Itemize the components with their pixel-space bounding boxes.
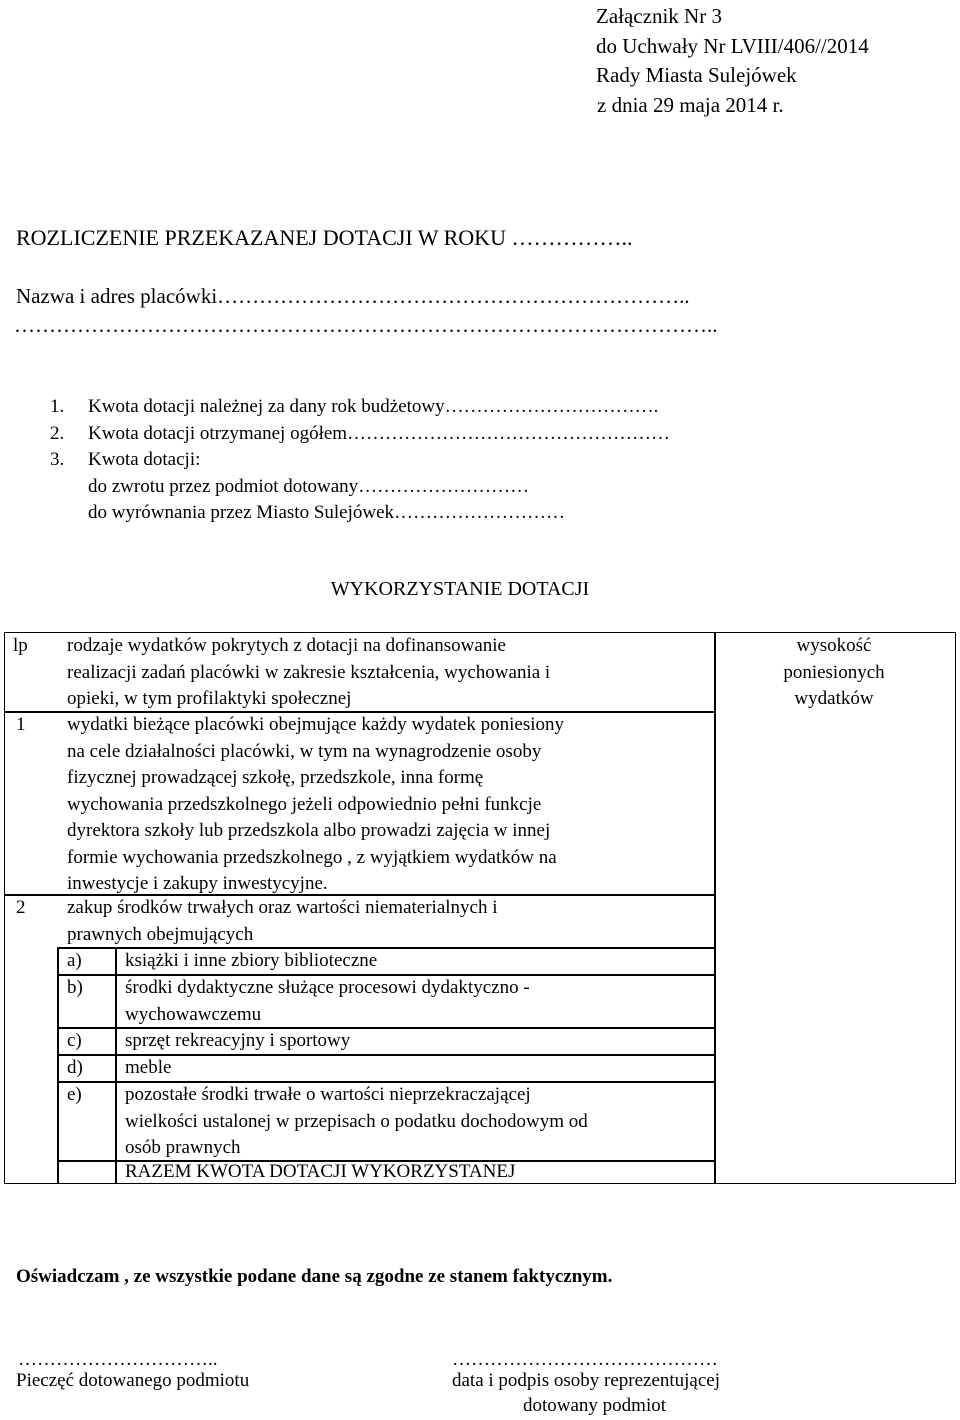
stamp-label: Pieczęć dotowanego podmiotu: [16, 1370, 250, 1391]
item-2: [50, 421, 670, 448]
annex-line-2: do Uchwały Nr LVIII/406//2014: [596, 33, 869, 58]
sub-rows-label-divider: [115, 947, 117, 1183]
signature-label-line-2: dotowany podmiot: [523, 1395, 667, 1416]
sub-d-label: d): [67, 1057, 83, 1078]
sub-c-text: sprzęt rekreacyjny i sportowy: [125, 1030, 351, 1051]
header-amount-line-1: wysokość: [796, 635, 872, 656]
annex-line-3: Rady Miasta Sulejówek: [596, 63, 797, 87]
sub-e-label: e): [67, 1084, 82, 1105]
signature-label-line-1: data i podpis osoby reprezentującej: [452, 1370, 721, 1391]
sub-rows-left-border: [57, 947, 59, 1183]
placowka-address-dots: ………………………………………………………………………………………..: [14, 313, 718, 337]
row-1-line-6: formie wychowania przedszkolnego , z wyjątkiem wydatków na: [67, 846, 557, 868]
row-1-description: [67, 712, 564, 898]
item-3-sub-2: do wyrównania przez Miasto Sulejówek………………………: [88, 502, 566, 523]
signature-dots: ……………………………………: [452, 1349, 718, 1370]
item-3-sub-1: do zwrotu przez podmiot dotowany………………………: [88, 475, 530, 497]
item-1: [50, 394, 670, 421]
sub-e-line-2: wielkości ustalonej w przepisach o podatku dochodowym od: [125, 1110, 588, 1132]
item-3-text: Kwota dotacji:: [88, 449, 201, 470]
item-3-number: 3.: [50, 449, 65, 470]
item-3: [50, 447, 670, 474]
header-description-line-1: rodzaje wydatków pokrytych z dotacji na dofinansowanie: [67, 635, 506, 656]
row-2-line-1: zakup środków trwałych oraz wartości niematerialnych i: [67, 897, 498, 918]
amount-column-divider: [714, 633, 716, 1183]
sub-b-label: b): [67, 977, 83, 998]
header-amount-line-2: poniesionych: [783, 661, 885, 683]
declaration-statement: Oświadczam , ze wszystkie podane dane są zgodne ze stanem faktycznym.: [16, 1266, 613, 1287]
section-title: WYKORZYSTANIE DOTACJI: [330, 578, 590, 600]
row-2-lp: 2: [16, 897, 26, 918]
header-description-line-3: opieki, w tym profilaktyki społecznej: [67, 688, 352, 709]
sub-c-label: c): [67, 1030, 82, 1051]
total-row-label: RAZEM KWOTA DOTACJI WYKORZYSTANEJ: [125, 1161, 516, 1182]
sub-e-line-1: pozostałe środki trwałe o wartości nieprzekraczającej: [125, 1084, 531, 1105]
item-1-text: Kwota dotacji należnej za dany rok budżetowy…………………………….: [88, 396, 659, 417]
annex-header: [596, 2, 869, 120]
annex-line-1: Załącznik Nr 3: [596, 4, 722, 28]
row-1-line-7: inwestycje i zakupy inwestycyjne.: [67, 873, 328, 894]
stamp-dots: …………………………..: [18, 1349, 218, 1370]
placowka-name-field: Nazwa i adres placówki…………………………………………………………..: [16, 284, 690, 308]
sub-e-text: [125, 1082, 588, 1162]
row-1-line-4: wychowania przedszkolnego jeżeli odpowiednio pełni funkcje: [67, 793, 542, 815]
document-title: ROZLICZENIE PRZEKAZANEJ DOTACJI W ROKU ……………..: [16, 225, 633, 250]
header-amount-line-3: wydatków: [794, 688, 874, 709]
header-description: [67, 633, 550, 713]
header-description-line-2: realizacji zadań placówki w zakresie kształcenia, wychowania i: [67, 661, 551, 683]
row-1-line-1: wydatki bieżące placówki obejmujące każdy wydatek poniesiony: [67, 714, 564, 735]
row-1-line-5: dyrektora szkoły lub przedszkola albo prowadzi zajęcia w innej: [67, 820, 551, 841]
sub-e-line-3: osób prawnych: [125, 1137, 241, 1158]
amount-items: [50, 394, 670, 527]
sub-b-line-1: środki dydaktyczne służące procesowi dydaktyczno -: [125, 977, 530, 998]
row-1-line-2: na cele działalności placówki, w tym na wynagrodzenie osoby: [67, 740, 542, 762]
sub-d-text: meble: [125, 1057, 172, 1078]
annex-line-4: z dnia 29 maja 2014 r.: [597, 92, 784, 117]
row-2-line-2: prawnych obejmujących: [67, 923, 254, 945]
sub-a-text: książki i inne zbiory biblioteczne: [125, 950, 378, 971]
row-2-description: [67, 895, 498, 948]
sub-b-text: [125, 975, 530, 1028]
item-2-number: 2.: [50, 422, 65, 444]
sub-a-label: a): [67, 950, 82, 971]
item-1-number: 1.: [50, 396, 65, 417]
header-amount: [714, 633, 954, 713]
row-1-line-3: fizycznej prowadzącej szkołę, przedszkole, inna formę: [67, 767, 484, 788]
expenses-table: [4, 632, 956, 1184]
header-lp: lp: [13, 635, 28, 656]
item-2-text: Kwota dotacji otrzymanej ogółem……………………………………………: [88, 422, 671, 444]
row-1-lp: 1: [16, 714, 26, 735]
sub-b-line-2: wychowawczemu: [125, 1003, 262, 1025]
